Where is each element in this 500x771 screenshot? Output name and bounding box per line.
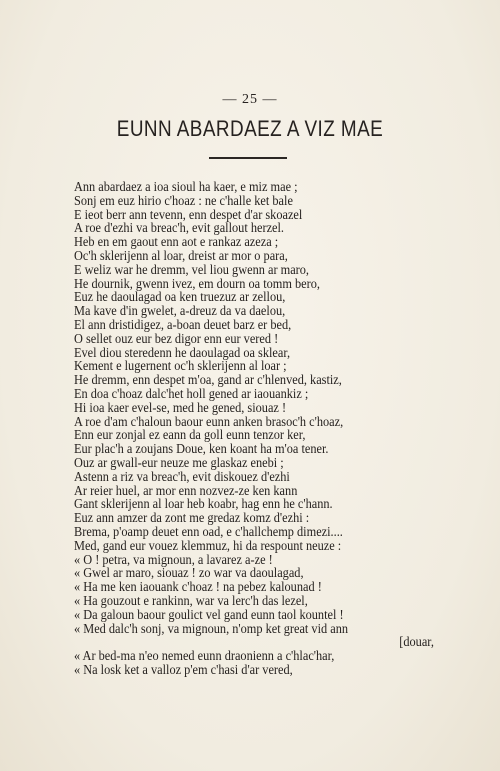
poem-line: Gant sklerijenn al loar heb koabr, hag enn he c'hann. [74, 496, 333, 512]
poem-line: « Ar bed-ma n'eo nemed eunn draonienn a c'hlac'har, [74, 648, 335, 664]
poem-line: [douar, [399, 634, 434, 650]
poem-line: Kement e lugernent oc'h sklerijenn al loar ; [74, 358, 287, 374]
poem-line: Ar reier huel, ar mor enn nozvez-ze ken kann [74, 482, 298, 498]
poem-line: « Ha gouzout e rankinn, war va lerc'h das lezel, [74, 592, 308, 608]
poem-line: O sellet ouz eur bez digor enn eur vered ! [74, 330, 279, 346]
poem-line: Sonj em euz hirio c'hoaz : ne c'halle ket bale [74, 192, 293, 208]
poem-line: « Da galoun baour goulict vel gand eunn taol kountel ! [74, 606, 344, 622]
title-divider [209, 157, 287, 159]
poem-line: A roe d'am c'haloun baour eunn anken brasoc'h c'hoaz, [74, 413, 344, 429]
poem-line: He dremm, enn despet m'oa, gand ar c'hlenved, kastiz, [74, 372, 342, 388]
poem-title: EUNN ABARDAEZ A VIZ MAE [116, 116, 384, 141]
poem-line: El ann dristidigez, a-boan deuet barz er bed, [74, 316, 292, 332]
poem-body [74, 180, 434, 677]
poem-line: Ann abardaez a ioa sioul ha kaer, e miz mae ; [74, 179, 298, 194]
poem-line: Eur plac'h a zoujans Doue, ken koant ha m'oa tener. [74, 441, 329, 457]
poem-line: « Gwel ar maro, siouaz ! zo war va daoulagad, [74, 565, 304, 581]
poem-line: « O ! petra, va mignoun, a lavarez a-ze ! [74, 551, 273, 567]
poem-line: Oc'h sklerijenn al loar, dreist ar mor o para, [74, 247, 288, 263]
poem-line: Ma kave d'in gwelet, a-dreuz da va daelou, [74, 303, 286, 319]
poem-line: A roe d'ezhi va breac'h, evit gallout herzel. [74, 220, 285, 236]
poem-line: E ieot berr ann tevenn, enn despet d'ar skoazel [74, 206, 303, 222]
poem-line: Euz he daoulagad oa ken truezuz ar zellou, [74, 289, 286, 305]
poem-line: « Na losk ket a valloz p'em c'hasi d'ar vered, [74, 661, 293, 677]
poem-line: Astenn a riz va breac'h, evit diskouez d'ezhi [74, 468, 290, 484]
poem-line: « Med dalc'h sonj, va mignoun, n'omp ket great vid ann [74, 620, 349, 636]
poem-line: Hi ioa kaer evel-se, med he gened, siouaz ! [74, 399, 287, 415]
poem-line: « Ha me ken iaouank c'hoaz ! na pebez kalounad ! [74, 579, 322, 595]
poem-line: Euz ann amzer da zont me gredaz komz d'ezhi : [74, 510, 310, 526]
poem-line: Med, gand eur vouez klemmuz, hi da respount neuze : [74, 537, 342, 553]
page-number: — 25 — [222, 92, 278, 107]
poem-line: He dournik, gwenn ivez, em dourn oa tomm bero, [74, 275, 320, 291]
poem-line: Enn eur zonjal ez eann da goll eunn tenzor ker, [74, 427, 306, 443]
poem-line: Evel diou steredenn he daoulagad oa sklear, [74, 344, 291, 360]
poem-line: Heb en em gaout enn aot e rankaz azeza ; [74, 234, 279, 250]
poem-line: Brema, p'oamp deuet enn oad, e c'hallchemp dimezi.... [74, 523, 343, 539]
poem-line: Ouz ar gwall-eur neuze me glaskaz enebi ; [74, 454, 284, 470]
poem-line: E weliz war he dremm, vel liou gwenn ar maro, [74, 261, 310, 277]
poem-line: En doa c'hoaz dalc'het holl gened ar iaouankiz ; [74, 385, 309, 401]
